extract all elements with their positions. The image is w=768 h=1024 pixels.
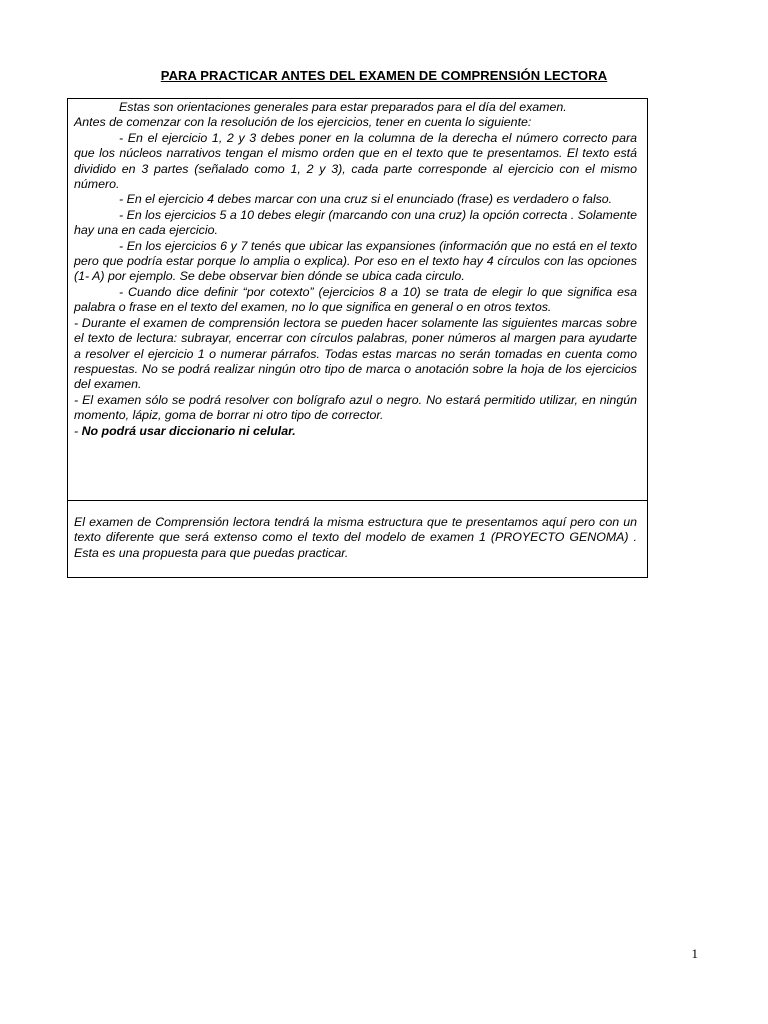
- instructions-text: [68, 99, 647, 439]
- page-title: PARA PRACTICAR ANTES DEL EXAMEN DE COMPRENSIÓN LECTORA: [160, 68, 608, 83]
- dash-prefix: -: [74, 423, 82, 438]
- page-number: 1: [691, 946, 698, 961]
- instruction-item-final: [74, 424, 637, 439]
- instruction-item: - Durante el examen de comprensión lectora se pueden hacer solamente las siguientes marcas sobre el texto de lectura: subrayar, encerrar con círculos palabras, poner números al margen para ayudarte a resolver el ejercicio 1 o numerar párrafos. Todas estas marcas no serán tomadas en cuenta como respuestas. No se podrá realizar ningún otro tipo de marca o anotación sobre la hoja de los ejercicios del examen.: [74, 315, 637, 392]
- note-box: [67, 501, 648, 578]
- intro-paragraph: Estas son orientaciones generales para estar preparados para el día del examen.: [119, 100, 567, 114]
- intro-line: Antes de comenzar con la resolución de los ejercicios, tener en cuenta lo siguiente:: [74, 115, 532, 130]
- bold-rule: No podrá usar diccionario ni celular.: [81, 423, 296, 438]
- instruction-item: - El examen sólo se podrá resolver con bolígrafo azul o negro. No estará permitido utilizar, en ningún momento, lápiz, goma de borrar ni otro tipo de corrector.: [74, 392, 637, 423]
- note-text: El examen de Comprensión lectora tendrá la misma estructura que te presentamos aquí pero con un texto diferente que será extenso como el texto del modelo de examen 1 (PROYECTO GENOMA) . Esta es una propuesta para que puedas practicar.: [74, 515, 637, 560]
- instruction-item: - En el ejercicio 4 debes marcar con una cruz si el enunciado (frase) es verdadero o falso.: [119, 192, 613, 207]
- instruction-item: - En los ejercicios 6 y 7 tenés que ubicar las expansiones (información que no está en el texto pero que podría estar porque lo amplia o explica). Por eso en el texto hay 4 círculos con las opciones (1- A) por ejemplo. Se debe observar bien dónde se ubica cada circulo.: [74, 238, 637, 284]
- instruction-item: - En el ejercicio 1, 2 y 3 debes poner en la columna de la derecha el número correcto para que los núcleos narrativos tengan el mismo orden que en el texto que te presentamos. El texto está dividido en 3 partes (señalado como 1, 2 y 3), cada parte corresponde al ejercicio con el mismo número.: [74, 130, 637, 192]
- instructions-box: [67, 98, 648, 501]
- instruction-item: - En los ejercicios 5 a 10 debes elegir (marcando con una cruz) la opción correcta . Solamente hay una en cada ejercicio.: [74, 207, 637, 238]
- instruction-item: - Cuando dice definir “por cotexto” (ejercicios 8 a 10) se trata de elegir lo que significa esa palabra o frase en el texto del examen, no lo que significa en general o en otros textos.: [74, 284, 637, 315]
